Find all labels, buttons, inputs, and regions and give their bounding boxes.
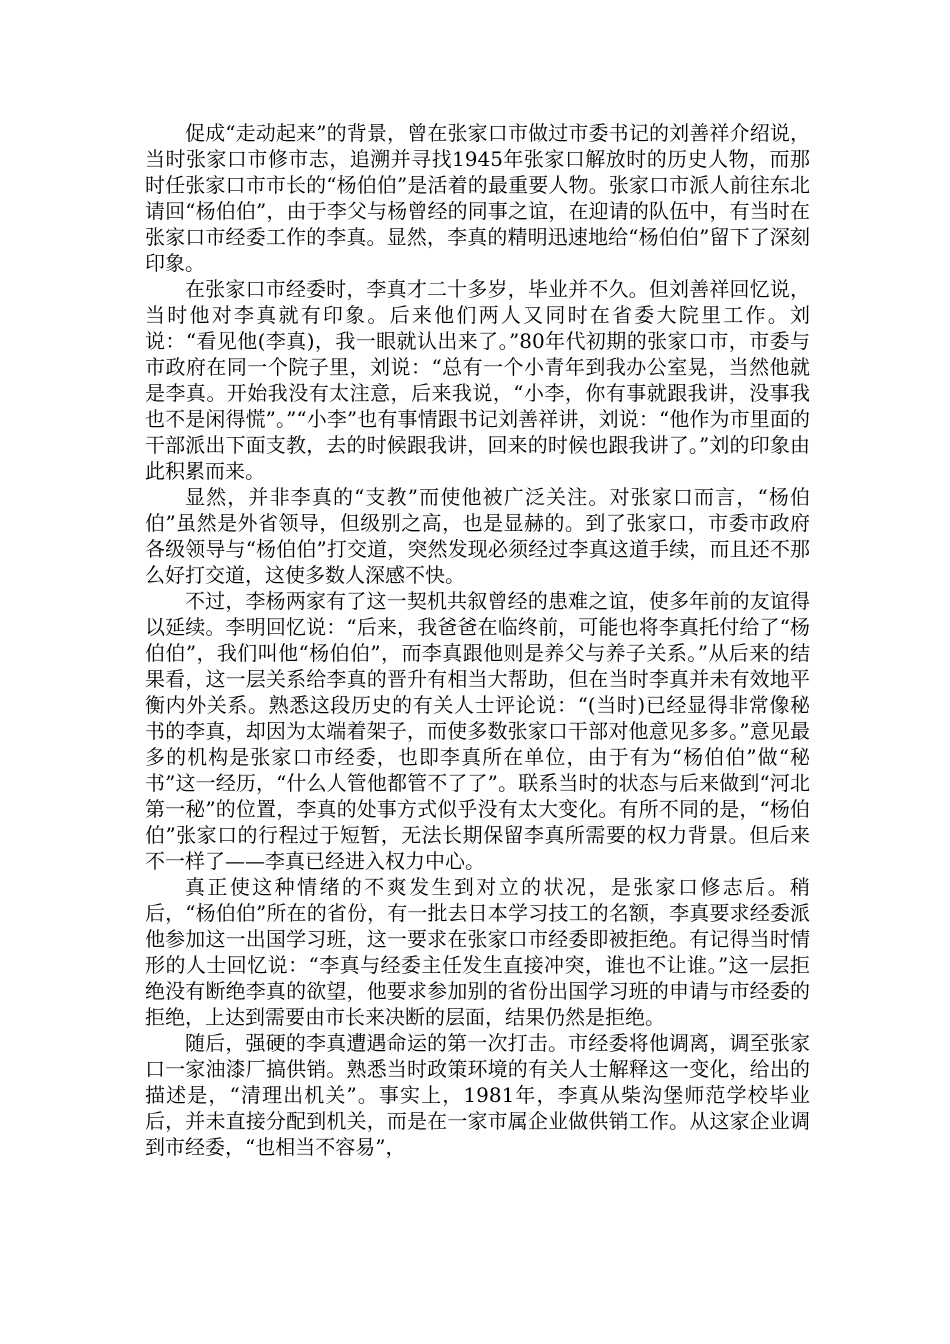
- paragraph-3: 显然，并非李真的“支教”而使他被广泛关注。对张家口而言，“杨伯伯”虽然是外省领导，但级别之高，也是显赫的。到了张家口，市委市政府各级领导与“杨伯伯”打交道，突然发现必须经过李真这道手续，而且还不那么好打交道，这使多数人深感不快。: [145, 485, 810, 587]
- paragraph-6: 随后，强硬的李真遭遇命运的第一次打击。市经委将他调离，调至张家口一家油漆厂搞供销。熟悉当时政策环境的有关人士解释这一变化，给出的描述是，“清理出机关”。事实上，1981年，李真从柴沟堡师范学校毕业后，并未直接分配到机关，而是在一家市属企业做供销工作。从这家企业调到市经委，“也相当不容易”，: [145, 1031, 810, 1159]
- document-body: [145, 120, 810, 1160]
- paragraph-5: 真正使这种情绪的不爽发生到对立的状况，是张家口修志后。稍后，“杨伯伯”所在的省份，有一批去日本学习技工的名额，李真要求经委派他参加这一出国学习班，这一要求在张家口市经委即被拒绝。有记得当时情形的人士回忆说：“李真与经委主任发生直接冲突，谁也不让谁。”这一层拒绝没有断绝李真的欲望，他要求参加别的省份出国学习班的申请与市经委的拒绝，上达到需要由市长来决断的层面，结果仍然是拒绝。: [145, 875, 810, 1029]
- paragraph-2: 在张家口市经委时，李真才二十多岁，毕业并不久。但刘善祥回忆说，当时他对李真就有印象。后来他们两人又同时在省委大院里工作。刘说：“看见他(李真)，我一眼就认出来了。”80年代初期的张家口市，市委与市政府在同一个院子里，刘说：“总有一个小青年到我办公室晃，当然他就是李真。开始我没有太注意，后来我说，“小李，你有事就跟我讲，没事我也不是闲得慌”。”“小李”也有事情跟书记刘善祥讲，刘说：“他作为市里面的干部派出下面支教，去的时候跟我讲，回来的时候也跟我讲了。”刘的印象由此积累而来。: [145, 277, 810, 483]
- paragraph-1: 促成“走动起来”的背景，曾在张家口市做过市委书记的刘善祥介绍说，当时张家口市修市志，追溯并寻找1945年张家口解放时的历史人物，而那时任张家口市市长的“杨伯伯”是活着的最重要人物。张家口市派人前往东北请回“杨伯伯”，由于李父与杨曾经的同事之谊，在迎请的队伍中，有当时在张家口市经委工作的李真。显然，李真的精明迅速地给“杨伯伯”留下了深刻印象。: [145, 121, 810, 275]
- paragraph-4: 不过，李杨两家有了这一契机共叙曾经的患难之谊，使多年前的友谊得以延续。李明回忆说：“后来，我爸爸在临终前，可能也将李真托付给了“杨伯伯”，我们叫他“杨伯伯”，而李真跟他则是养父与养子关系。”从后来的结果看，这一层关系给李真的晋升有相当大帮助，但在当时李真并未有效地平衡内外关系。熟悉这段历史的有关人士评论说：“(当时)已经显得非常像秘书的李真，却因为太端着架子，而使多数张家口干部对他意见多多。”意见最多的机构是张家口市经委，也即李真所在单位，由于有为“杨伯伯”做“秘书”这一经历，“什么人管他都管不了了”。联系当时的状态与后来做到“河北第一秘”的位置，李真的处事方式似乎没有太大变化。有所不同的是，“杨伯伯”张家口的行程过于短暂，无法长期保留李真所需要的权力背景。但后来不一样了——李真已经进入权力中心。: [145, 589, 810, 873]
